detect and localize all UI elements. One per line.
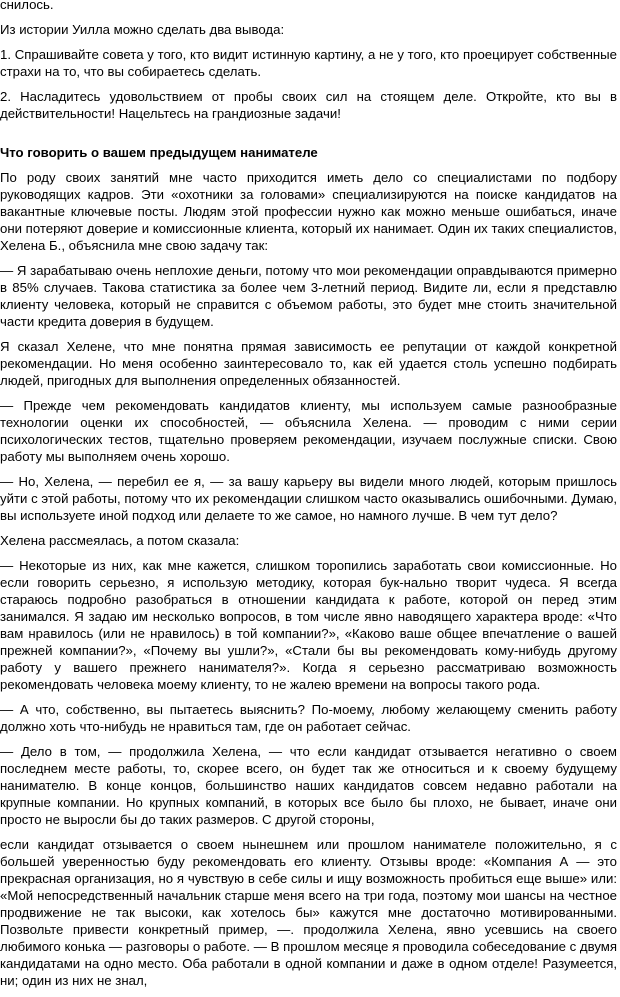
text-paragraph: — Но, Хелена, — перебил ее я, — за вашу карьеру вы видели много людей, которым пришлось уйти с этой работы, потому что их рекомендации слишком часто оказывались ошибочными. Думаю, вы используете иной подход или делаете то же самое, но намного лучше. В чем тут дело? xyxy=(0,474,617,523)
text-paragraph: Хелена рассмеялась, а потом сказала: xyxy=(0,533,240,548)
text-paragraph: — Дело в том, — продолжила Хелена, — что если кандидат отзывается негативно о своем последнем месте работы, то, скорее всего, он будет так же относиться и к своему будущему нанимателю. В конце концов, большинство наших кандидатов совсем недавно работали на крупные компании. Но крупных компаний, в которых все было бы плохо, не бывает, иначе они просто не выросли бы до таких размеров. С другой стороны, xyxy=(0,744,617,827)
text-paragraph: — А что, собственно, вы пытаетесь выяснить? По-моему, любому желающему сменить работу должно хоть что-нибудь не нравиться там, где он работает сейчас. xyxy=(0,702,617,734)
section-heading: Что говорить о вашем предыдущем нанимателе xyxy=(0,145,318,160)
text-paragraph: — Я зарабатываю очень неплохие деньги, потому что мои рекомендации оправдываются примерно в 85% случаев. Такова статистика за более чем 3-летний период. Видите ли, если я представлю клиенту человека, который не справится с объемом работы, это будет мне стоить значительной части кредита доверия в будущем. xyxy=(0,263,617,329)
text-paragraph: Я сказал Хелене, что мне понятна прямая зависимость ее репутации от каждой конкретной рекомендации. Но меня особенно заинтересовало то, как ей удается столь успешно подбирать людей, пригодных для выполнения определенных обязанностей. xyxy=(0,339,617,388)
text-paragraph: — Прежде чем рекомендовать кандидатов клиенту, мы используем самые разнообразные технологии оценки их способностей, — объяснила Хелена. — проводим с ними серии психологических тестов, тщательно проверяем рекомендации, изучаем послужные списки. Свою работу мы выполняем очень хорошо. xyxy=(0,398,617,464)
text-paragraph: — Некоторые из них, как мне кажется, слишком торопились заработать свои комиссионные. Но если говорить серьезно, я использую методику, которая бук-нально творит чудеса. Я всегда стараюсь подробно разобраться в отношении кандидата к работе, которой он перед этим занимался. Я задаю им несколько вопросов, в том числе явно наводящего характера вроде: «Что вам нравилось (или не нравилось) в той компании?», «Каково ваше общее впечатление о вашей прежней компании?», «Почему вы ушли?», «Стали бы вы рекомендовать кому-нибудь другому работу у вашего прежнего нанимателя?». Когда я серьезно рассматриваю возможность рекомендовать человека моему клиенту, то не жалею времени на вопросы такого рода. xyxy=(0,558,617,692)
text-paragraph: если кандидат отзывается о своем нынешнем или прошлом нанимателе положительно, я с большей уверенностью буду рекомендовать его клиенту. Отзывы вроде: «Компания А — это прекрасная организация, но я чувствую в себе силы и ищу возможность пробиться еще выше» или: «Мой непосредственный начальник старше меня всего на три года, поэтому мои шансы на честное продвижение не так высоки, как хотелось бы» кажутся мне достаточно мотивированными. Позвольте привести конкретный пример, —. продолжила Хелена, явно усевшись на своего любимого конька — разговоры о работе. — В прошлом месяце я проводила собеседование с двумя кандидатами на одно место. Оба работали в одной компании и даже в одном отделе! Разумеется, ни; один из них не знал, xyxy=(0,837,617,988)
text-paragraph: 2. Насладитесь удовольствием от пробы своих сил на стоящем деле. Откройте, кто вы в действительности! Нацельтесь на грандиозные задачи! xyxy=(0,89,617,121)
text-paragraph: Из истории Уилла можно сделать два вывода: xyxy=(0,22,285,37)
text-paragraph: По роду своих занятий мне часто приходится иметь дело со специалистами по подбору руководящих кадров. Эти «охотники за головами» специализируются на поиске кандидатов на вакантные ключевые посты. Людям этой профессии нужно как можно меньше ошибаться, иначе они потеряют доверие и комиссионные клиента, который их нанимает. Один их таких специалистов, Хелена Б., объяснила мне свою задачу так: xyxy=(0,170,617,253)
text-paragraph: снилось. xyxy=(0,0,54,12)
text-paragraph: 1. Спрашивайте совета у того, кто видит истинную картину, а не у того, кто проецирует собственные страхи на то, что вы собираетесь сделать. xyxy=(0,47,617,79)
